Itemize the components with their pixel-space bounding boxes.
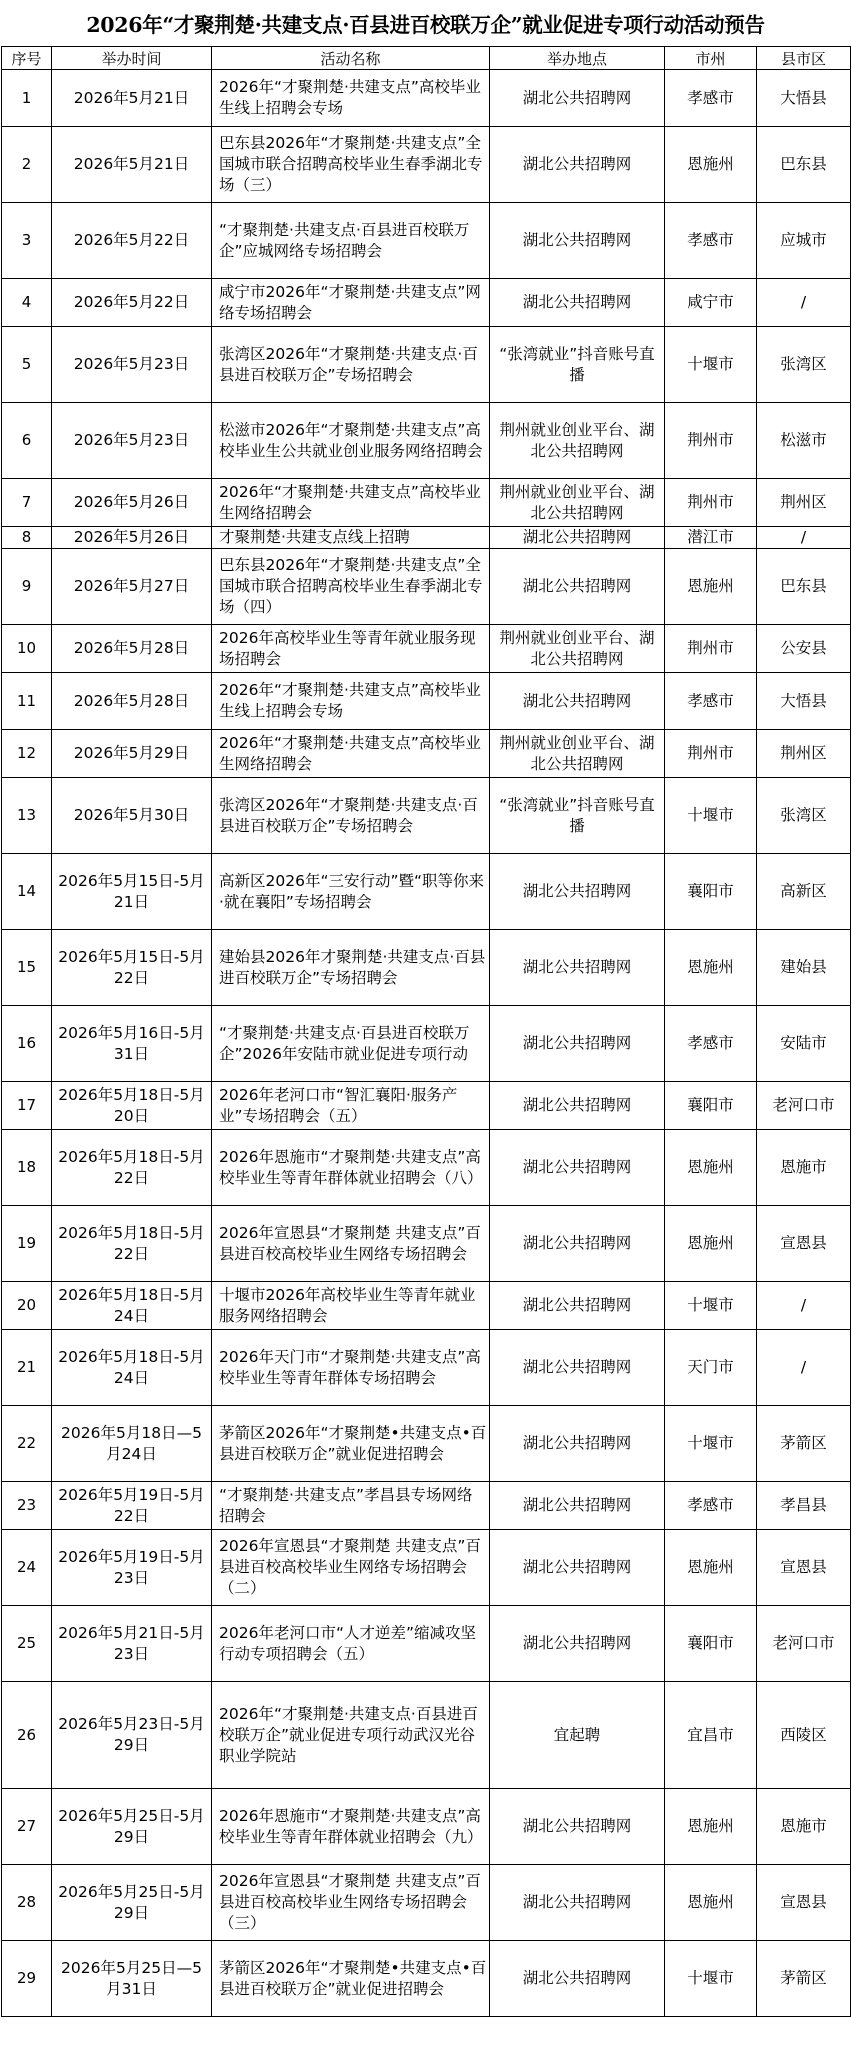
cell-time: 2026年5月23日 xyxy=(52,327,212,403)
cell-county: 荆州区 xyxy=(757,730,851,778)
cell-place: 湖北公共招聘网 xyxy=(490,203,665,279)
cell-time: 2026年5月26日 xyxy=(52,527,212,549)
cell-name: 松滋市2026年“才聚荆楚·共建支点”高校毕业生公共就业创业服务网络招聘会 xyxy=(212,403,490,479)
cell-place: “张湾就业”抖音账号直播 xyxy=(490,327,665,403)
cell-no: 29 xyxy=(2,1941,52,2017)
cell-city: 宜昌市 xyxy=(665,1682,757,1789)
table-row xyxy=(2,1482,851,1530)
table-row xyxy=(2,778,851,854)
cell-no: 2 xyxy=(2,127,52,203)
cell-name: 2026年老河口市“智汇襄阳·服务产业”专场招聘会（五） xyxy=(212,1082,490,1130)
cell-name: 茅箭区2026年“才聚荆楚•共建支点•百县进百校联万企”就业促进招聘会 xyxy=(212,1941,490,2017)
cell-no: 6 xyxy=(2,403,52,479)
cell-name: 2026年“才聚荆楚·共建支点”高校毕业生线上招聘会专场 xyxy=(212,673,490,730)
cell-county: 老河口市 xyxy=(757,1082,851,1130)
header-city: 市州 xyxy=(665,47,757,70)
table-row xyxy=(2,1006,851,1082)
cell-city: 潜江市 xyxy=(665,527,757,549)
cell-time: 2026年5月15日-5月21日 xyxy=(52,854,212,930)
cell-name: 巴东县2026年“才聚荆楚·共建支点”全国城市联合招聘高校毕业生春季湖北专场（四） xyxy=(212,549,490,625)
cell-city: 恩施州 xyxy=(665,1865,757,1941)
cell-place: 湖北公共招聘网 xyxy=(490,279,665,327)
cell-place: 湖北公共招聘网 xyxy=(490,1941,665,2017)
cell-time: 2026年5月18日-5月22日 xyxy=(52,1206,212,1282)
cell-no: 4 xyxy=(2,279,52,327)
activity-table xyxy=(1,46,851,2017)
cell-name: 张湾区2026年“才聚荆楚·共建支点·百县进百校联万企”专场招聘会 xyxy=(212,327,490,403)
cell-county: / xyxy=(757,1282,851,1330)
cell-no: 8 xyxy=(2,527,52,549)
cell-no: 25 xyxy=(2,1606,52,1682)
cell-time: 2026年5月21日-5月23日 xyxy=(52,1606,212,1682)
cell-no: 17 xyxy=(2,1082,52,1130)
cell-county: 安陆市 xyxy=(757,1006,851,1082)
cell-place: 湖北公共招聘网 xyxy=(490,1082,665,1130)
cell-place: 湖北公共招聘网 xyxy=(490,1406,665,1482)
header-place: 举办地点 xyxy=(490,47,665,70)
cell-place: 湖北公共招聘网 xyxy=(490,1282,665,1330)
table-row xyxy=(2,673,851,730)
table-row xyxy=(2,549,851,625)
cell-place: “张湾就业”抖音账号直播 xyxy=(490,778,665,854)
cell-place: 湖北公共招聘网 xyxy=(490,1006,665,1082)
cell-name: 2026年“才聚荆楚·共建支点”高校毕业生网络招聘会 xyxy=(212,730,490,778)
cell-county: 老河口市 xyxy=(757,1606,851,1682)
cell-time: 2026年5月19日-5月22日 xyxy=(52,1482,212,1530)
cell-name: 才聚荆楚·共建支点线上招聘 xyxy=(212,527,490,549)
cell-time: 2026年5月28日 xyxy=(52,625,212,673)
cell-no: 10 xyxy=(2,625,52,673)
cell-county: 西陵区 xyxy=(757,1682,851,1789)
table-row xyxy=(2,479,851,527)
table-body xyxy=(2,70,851,2017)
cell-time: 2026年5月22日 xyxy=(52,203,212,279)
cell-city: 荆州市 xyxy=(665,403,757,479)
cell-name: “才聚荆楚·共建支点”孝昌县专场网络招聘会 xyxy=(212,1482,490,1530)
cell-place: 湖北公共招聘网 xyxy=(490,1789,665,1865)
cell-city: 恩施州 xyxy=(665,1789,757,1865)
cell-no: 12 xyxy=(2,730,52,778)
cell-city: 荆州市 xyxy=(665,625,757,673)
cell-name: 茅箭区2026年“才聚荆楚•共建支点•百县进百校联万企”就业促进招聘会 xyxy=(212,1406,490,1482)
table-row xyxy=(2,625,851,673)
cell-time: 2026年5月19日-5月23日 xyxy=(52,1530,212,1606)
cell-county: / xyxy=(757,527,851,549)
cell-city: 十堰市 xyxy=(665,1941,757,2017)
cell-county: 恩施市 xyxy=(757,1130,851,1206)
table-row xyxy=(2,1865,851,1941)
cell-no: 13 xyxy=(2,778,52,854)
cell-time: 2026年5月25日-5月29日 xyxy=(52,1865,212,1941)
cell-no: 16 xyxy=(2,1006,52,1082)
cell-no: 26 xyxy=(2,1682,52,1789)
cell-time: 2026年5月30日 xyxy=(52,778,212,854)
table-row xyxy=(2,70,851,127)
cell-city: 孝感市 xyxy=(665,673,757,730)
table-row xyxy=(2,279,851,327)
cell-time: 2026年5月18日-5月22日 xyxy=(52,1130,212,1206)
cell-time: 2026年5月18日-5月24日 xyxy=(52,1282,212,1330)
cell-name: 2026年老河口市“人才逆差”缩减攻坚行动专项招聘会（五） xyxy=(212,1606,490,1682)
cell-no: 28 xyxy=(2,1865,52,1941)
table-row xyxy=(2,1282,851,1330)
cell-county: 松滋市 xyxy=(757,403,851,479)
cell-name: 2026年“才聚荆楚·共建支点”高校毕业生网络招聘会 xyxy=(212,479,490,527)
cell-name: 2026年宣恩县“才聚荆楚 共建支点”百县进百校高校毕业生网络专场招聘会 xyxy=(212,1206,490,1282)
table-row xyxy=(2,1206,851,1282)
cell-name: 2026年恩施市“才聚荆楚·共建支点”高校毕业生等青年群体就业招聘会（九） xyxy=(212,1789,490,1865)
cell-name: 2026年恩施市“才聚荆楚·共建支点”高校毕业生等青年群体就业招聘会（八） xyxy=(212,1130,490,1206)
cell-place: 湖北公共招聘网 xyxy=(490,1330,665,1406)
cell-place: 湖北公共招聘网 xyxy=(490,1865,665,1941)
table-row xyxy=(2,1941,851,2017)
cell-city: 孝感市 xyxy=(665,1482,757,1530)
cell-place: 湖北公共招聘网 xyxy=(490,1606,665,1682)
cell-name: 张湾区2026年“才聚荆楚·共建支点·百县进百校联万企”专场招聘会 xyxy=(212,778,490,854)
cell-county: 宣恩县 xyxy=(757,1530,851,1606)
table-row xyxy=(2,1130,851,1206)
cell-place: 湖北公共招聘网 xyxy=(490,1130,665,1206)
table-header-row xyxy=(2,47,851,70)
table-row xyxy=(2,1682,851,1789)
cell-place: 湖北公共招聘网 xyxy=(490,673,665,730)
cell-time: 2026年5月21日 xyxy=(52,70,212,127)
cell-name: 建始县2026年才聚荆楚·共建支点·百县进百校联万企”专场招聘会 xyxy=(212,930,490,1006)
cell-county: 宣恩县 xyxy=(757,1865,851,1941)
header-name: 活动名称 xyxy=(212,47,490,70)
table-row xyxy=(2,730,851,778)
cell-city: 恩施州 xyxy=(665,127,757,203)
cell-county: 张湾区 xyxy=(757,327,851,403)
cell-no: 22 xyxy=(2,1406,52,1482)
cell-county: 巴东县 xyxy=(757,549,851,625)
cell-city: 孝感市 xyxy=(665,70,757,127)
cell-time: 2026年5月26日 xyxy=(52,479,212,527)
cell-time: 2026年5月21日 xyxy=(52,127,212,203)
cell-place: 湖北公共招聘网 xyxy=(490,527,665,549)
cell-city: 孝感市 xyxy=(665,1006,757,1082)
table-row xyxy=(2,1330,851,1406)
cell-no: 27 xyxy=(2,1789,52,1865)
header-time: 举办时间 xyxy=(52,47,212,70)
cell-county: 高新区 xyxy=(757,854,851,930)
cell-city: 十堰市 xyxy=(665,1282,757,1330)
table-row xyxy=(2,403,851,479)
cell-time: 2026年5月18日—5月24日 xyxy=(52,1406,212,1482)
cell-county: 荆州区 xyxy=(757,479,851,527)
cell-place: 湖北公共招聘网 xyxy=(490,1482,665,1530)
cell-place: 荆州就业创业平台、湖北公共招聘网 xyxy=(490,479,665,527)
cell-place: 荆州就业创业平台、湖北公共招聘网 xyxy=(490,403,665,479)
cell-time: 2026年5月16日-5月31日 xyxy=(52,1006,212,1082)
table-row xyxy=(2,1606,851,1682)
cell-no: 18 xyxy=(2,1130,52,1206)
table-row xyxy=(2,930,851,1006)
cell-city: 恩施州 xyxy=(665,549,757,625)
cell-city: 咸宁市 xyxy=(665,279,757,327)
table-row xyxy=(2,527,851,549)
table-row xyxy=(2,327,851,403)
cell-name: 高新区2026年“三安行动”暨“职等你来·就在襄阳”专场招聘会 xyxy=(212,854,490,930)
cell-place: 湖北公共招聘网 xyxy=(490,1206,665,1282)
cell-county: 应城市 xyxy=(757,203,851,279)
cell-name: 2026年天门市“才聚荆楚·共建支点”高校毕业生等青年群体专场招聘会 xyxy=(212,1330,490,1406)
header-no: 序号 xyxy=(2,47,52,70)
cell-city: 荆州市 xyxy=(665,479,757,527)
cell-city: 十堰市 xyxy=(665,778,757,854)
cell-place: 湖北公共招聘网 xyxy=(490,1530,665,1606)
cell-county: 大悟县 xyxy=(757,70,851,127)
table-row xyxy=(2,1082,851,1130)
cell-no: 14 xyxy=(2,854,52,930)
cell-city: 恩施州 xyxy=(665,1206,757,1282)
cell-county: 宣恩县 xyxy=(757,1206,851,1282)
cell-county: / xyxy=(757,1330,851,1406)
cell-no: 7 xyxy=(2,479,52,527)
cell-county: 大悟县 xyxy=(757,673,851,730)
cell-time: 2026年5月25日-5月29日 xyxy=(52,1789,212,1865)
table-row xyxy=(2,203,851,279)
cell-place: 宜起聘 xyxy=(490,1682,665,1789)
cell-name: 2026年宣恩县“才聚荆楚 共建支点”百县进百校高校毕业生网络专场招聘会（三） xyxy=(212,1865,490,1941)
cell-name: 十堰市2026年高校毕业生等青年就业服务网络招聘会 xyxy=(212,1282,490,1330)
cell-county: 巴东县 xyxy=(757,127,851,203)
cell-name: “才聚荆楚·共建支点·百县进百校联万企”2026年安陆市就业促进专项行动 xyxy=(212,1006,490,1082)
cell-no: 21 xyxy=(2,1330,52,1406)
cell-city: 孝感市 xyxy=(665,203,757,279)
cell-time: 2026年5月23日-5月29日 xyxy=(52,1682,212,1789)
cell-county: 茅箭区 xyxy=(757,1406,851,1482)
cell-name: 2026年高校毕业生等青年就业服务现场招聘会 xyxy=(212,625,490,673)
cell-city: 恩施州 xyxy=(665,930,757,1006)
cell-time: 2026年5月18日-5月20日 xyxy=(52,1082,212,1130)
cell-time: 2026年5月18日-5月24日 xyxy=(52,1330,212,1406)
cell-time: 2026年5月22日 xyxy=(52,279,212,327)
cell-place: 湖北公共招聘网 xyxy=(490,127,665,203)
cell-place: 湖北公共招聘网 xyxy=(490,70,665,127)
cell-county: / xyxy=(757,279,851,327)
cell-time: 2026年5月15日-5月22日 xyxy=(52,930,212,1006)
cell-no: 9 xyxy=(2,549,52,625)
cell-no: 20 xyxy=(2,1282,52,1330)
cell-city: 天门市 xyxy=(665,1330,757,1406)
cell-county: 张湾区 xyxy=(757,778,851,854)
table-row xyxy=(2,127,851,203)
cell-no: 11 xyxy=(2,673,52,730)
cell-county: 建始县 xyxy=(757,930,851,1006)
cell-time: 2026年5月28日 xyxy=(52,673,212,730)
cell-city: 恩施州 xyxy=(665,1130,757,1206)
cell-county: 恩施市 xyxy=(757,1789,851,1865)
cell-place: 湖北公共招聘网 xyxy=(490,549,665,625)
cell-no: 1 xyxy=(2,70,52,127)
cell-time: 2026年5月29日 xyxy=(52,730,212,778)
cell-name: 2026年“才聚荆楚·共建支点”高校毕业生线上招聘会专场 xyxy=(212,70,490,127)
cell-no: 24 xyxy=(2,1530,52,1606)
cell-city: 襄阳市 xyxy=(665,1606,757,1682)
cell-no: 23 xyxy=(2,1482,52,1530)
cell-place: 湖北公共招聘网 xyxy=(490,930,665,1006)
cell-city: 恩施州 xyxy=(665,1530,757,1606)
cell-county: 孝昌县 xyxy=(757,1482,851,1530)
cell-time: 2026年5月25日—5月31日 xyxy=(52,1941,212,2017)
page-title: 2026年“才聚荆楚·共建支点·百县进百校联万企”就业促进专项行动活动预告 xyxy=(86,13,765,37)
cell-name: 巴东县2026年“才聚荆楚·共建支点”全国城市联合招聘高校毕业生春季湖北专场（三） xyxy=(212,127,490,203)
table-row xyxy=(2,1406,851,1482)
cell-county: 公安县 xyxy=(757,625,851,673)
cell-no: 3 xyxy=(2,203,52,279)
cell-name: 咸宁市2026年“才聚荆楚·共建支点”网络专场招聘会 xyxy=(212,279,490,327)
cell-place: 湖北公共招聘网 xyxy=(490,854,665,930)
table-row xyxy=(2,1789,851,1865)
cell-place: 荆州就业创业平台、湖北公共招聘网 xyxy=(490,730,665,778)
header-county: 县市区 xyxy=(757,47,851,70)
cell-name: 2026年宣恩县“才聚荆楚 共建支点”百县进百校高校毕业生网络专场招聘会（二） xyxy=(212,1530,490,1606)
cell-place: 荆州就业创业平台、湖北公共招聘网 xyxy=(490,625,665,673)
table-row xyxy=(2,854,851,930)
cell-city: 十堰市 xyxy=(665,327,757,403)
cell-city: 十堰市 xyxy=(665,1406,757,1482)
cell-no: 19 xyxy=(2,1206,52,1282)
cell-name: 2026年“才聚荆楚·共建支点·百县进百校联万企”就业促进专项行动武汉光谷职业学院站 xyxy=(212,1682,490,1789)
cell-name: “才聚荆楚·共建支点·百县进百校联万企”应城网络专场招聘会 xyxy=(212,203,490,279)
cell-city: 襄阳市 xyxy=(665,854,757,930)
table-row xyxy=(2,1530,851,1606)
cell-city: 襄阳市 xyxy=(665,1082,757,1130)
cell-city: 荆州市 xyxy=(665,730,757,778)
cell-no: 15 xyxy=(2,930,52,1006)
cell-time: 2026年5月27日 xyxy=(52,549,212,625)
cell-county: 茅箭区 xyxy=(757,1941,851,2017)
cell-no: 5 xyxy=(2,327,52,403)
cell-time: 2026年5月23日 xyxy=(52,403,212,479)
